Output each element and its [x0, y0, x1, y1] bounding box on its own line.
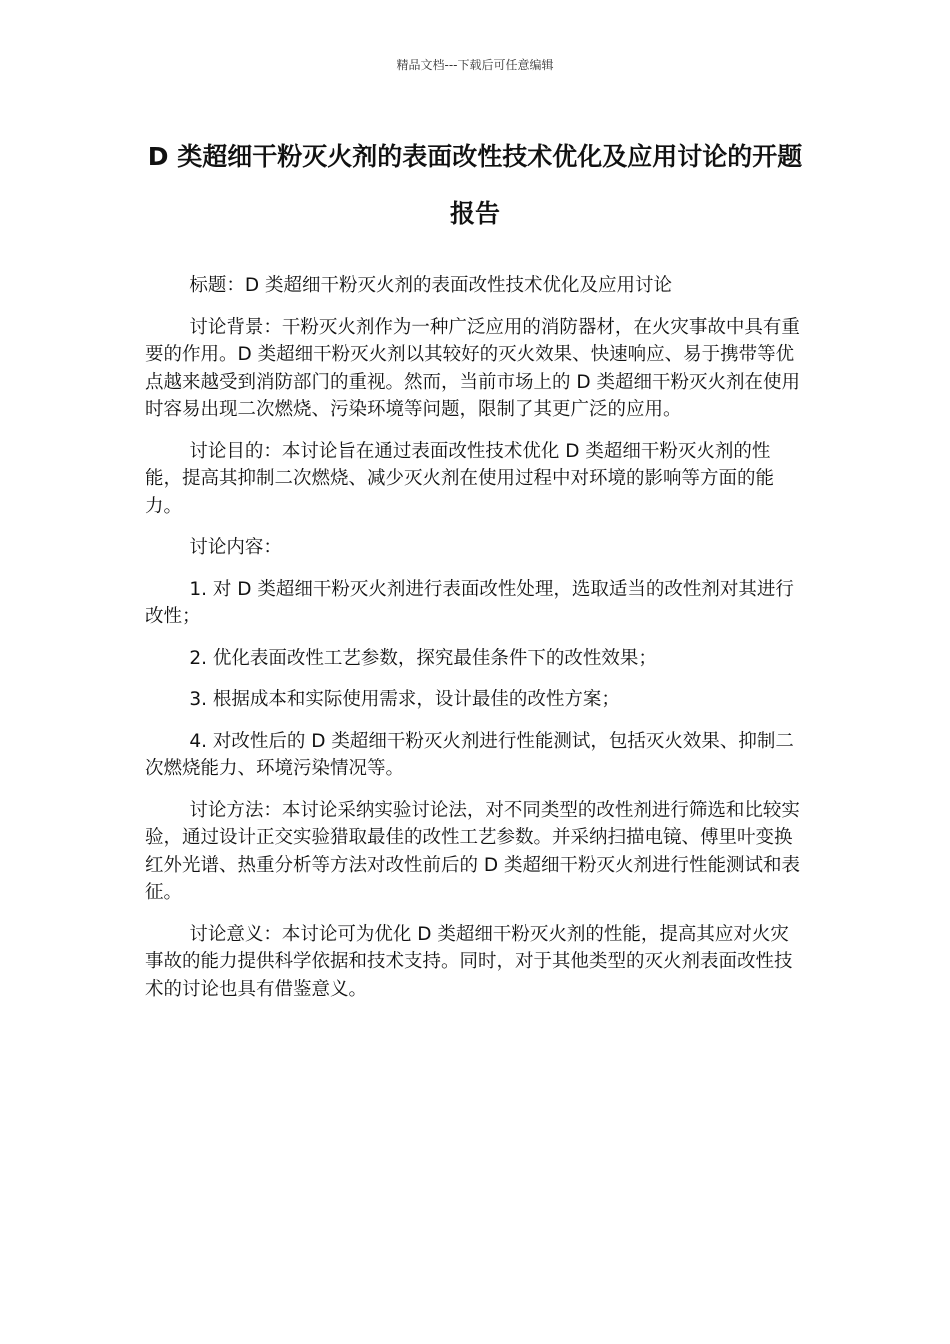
paragraph-content-item-2: 2. 优化表面改性工艺参数，探究最佳条件下的改性效果；	[189, 647, 657, 669]
paragraph-purpose: 讨论目的：本讨论旨在通过表面改性技术优化 D 类超细干粉灭火剂的性能，提高其抑制二次燃烧、减少灭火剂在使用过程中对环境的影响等方面的能力。	[145, 440, 775, 517]
paragraph-content-item-1: 1. 对 D 类超细干粉灭火剂进行表面改性处理，选取适当的改性剂对其进行改性；	[145, 578, 794, 627]
paragraph-content-heading: 讨论内容：	[189, 537, 282, 558]
document-body	[145, 272, 805, 1017]
paragraph-background: 讨论背景：干粉灭火剂作为一种广泛应用的消防器材，在火灾事故中具有重要的作用。D 类超细干粉灭火剂以其较好的灭火效果、快速响应、易于携带等优点越来越受到消防部门的重视。然而，当前市场上的 D 类超细干粉灭火剂在使用时容易出现二次燃烧、污染环境等问题，限制了其更广泛的应用。	[145, 316, 801, 420]
document-title: D 类超细干粉灭火剂的表面改性技术优化及应用讨论的开题报告	[147, 142, 803, 228]
paragraph-content-item-4: 4. 对改性后的 D 类超细干粉灭火剂进行性能测试，包括灭火效果、抑制二次燃烧能力、环境污染情况等。	[145, 730, 794, 779]
paragraph-content-item-3: 3. 根据成本和实际使用需求，设计最佳的改性方案；	[189, 689, 620, 710]
paragraph-significance: 讨论意义：本讨论可为优化 D 类超细干粉灭火剂的性能，提高其应对火灾事故的能力提供科学依据和技术支持。同时，对于其他类型的灭火剂表面改性技术的讨论也具有借鉴意义。	[145, 923, 793, 1000]
page-header: 精品文档---下载后可任意编辑	[396, 58, 554, 72]
paragraph-method: 讨论方法：本讨论采纳实验讨论法，对不同类型的改性剂进行筛选和比较实验，通过设计正交实验猎取最佳的改性工艺参数。并采纳扫描电镜、傅里叶变换红外光谱、热重分析等方法对改性前后的 D 类超细干粉灭火剂进行性能测试和表征。	[145, 799, 801, 903]
paragraph-subject: 标题：D 类超细干粉灭火剂的表面改性技术优化及应用讨论	[189, 275, 673, 296]
